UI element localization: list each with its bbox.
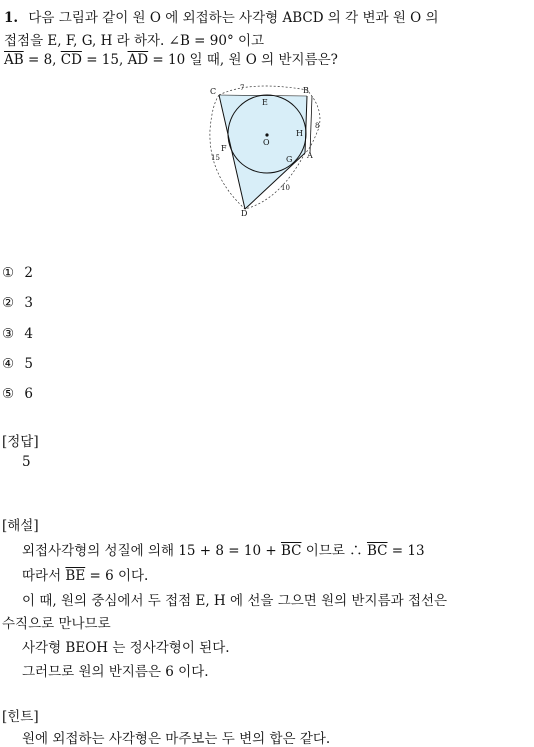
label-b: B [303, 86, 309, 95]
choice-1[interactable] [2, 265, 33, 281]
geometry-figure [200, 78, 340, 228]
label-len-cd: 15 [211, 154, 220, 162]
explanation-heading: [해설] [2, 518, 39, 534]
answer-heading: [정답] [2, 434, 39, 450]
choice-mark: ① [2, 265, 15, 281]
hint-text: 원에 외접하는 사각형은 마주보는 두 변의 합은 같다. [22, 731, 331, 747]
choice-mark: ④ [2, 356, 15, 372]
label-a: A [307, 151, 313, 160]
label-h: H [296, 129, 303, 138]
label-e: E [262, 98, 268, 107]
choice-value: 5 [24, 356, 33, 372]
choice-mark: ③ [2, 326, 15, 342]
problem-line-3: $\overline{AB} = 8$, $\overline{CD} = 15$, $\overline{AD} = 10$ 일 때, 원 O 의 반지름은? [4, 52, 338, 68]
explanation-line-1: 외접사각형의 성질에 의해 $15 + 8 = 10 + \overline{BC}$ 이므로 ∴ $\overline{BC} = 13$ [22, 543, 425, 559]
choice-5[interactable] [2, 386, 33, 402]
segment-bc: $\overline{BC}$ [280, 543, 302, 559]
center-dot [265, 133, 268, 136]
label-d: D [241, 209, 248, 218]
choice-3[interactable] [2, 326, 33, 342]
choice-mark: ② [2, 295, 15, 311]
segment-ab: $\overline{AB}$ [4, 52, 24, 68]
explanation-line-2: 따라서 $\overline{BE} = 6$ 이다. [22, 568, 149, 584]
label-len-ab: 8 [315, 122, 320, 130]
label-c: C [210, 87, 217, 96]
choice-mark: ⑤ [2, 386, 15, 402]
label-o: O [263, 138, 270, 147]
hint-heading: [힌트] [2, 709, 39, 725]
label-f: F [221, 144, 227, 153]
choice-value: 4 [24, 326, 33, 342]
segment-be: $\overline{BE}$ [65, 568, 86, 584]
segment-cd: $\overline{CD}$ [60, 52, 82, 68]
choice-value: 6 [24, 386, 33, 402]
label-g: G [286, 155, 293, 164]
answer-value: 5 [22, 454, 31, 470]
choice-value: 3 [24, 295, 33, 311]
choice-2[interactable] [2, 295, 33, 311]
explanation-line-3: 이 때, 원의 중심에서 두 접점 E, H 에 선을 그으면 원의 반지름과 접선은 [22, 593, 448, 609]
explanation-line-6: 그러므로 원의 반지름은 6 이다. [22, 664, 209, 680]
segment-bc: $\overline{BC}$ [366, 543, 388, 559]
problem-number: 1. [4, 10, 19, 26]
problem-line-2: 접점을 E, F, G, H 라 하자. ∠B = 90° 이고 [4, 33, 265, 49]
label-len-ad: 10 [281, 184, 290, 192]
label-len-bc: 7 [240, 84, 245, 92]
choice-4[interactable] [2, 356, 33, 372]
explanation-line-5: 사각형 BEOH 는 정사각형이 된다. [22, 640, 230, 656]
explanation-line-4: 수직으로 만나므로 [2, 616, 111, 632]
choice-value: 2 [24, 265, 33, 281]
segment-ad: $\overline{AD}$ [127, 52, 149, 68]
problem-line-1: 1. 다음 그림과 같이 원 O 에 외접하는 사각형 ABCD 의 각 변과 원 O 의 [4, 10, 439, 26]
